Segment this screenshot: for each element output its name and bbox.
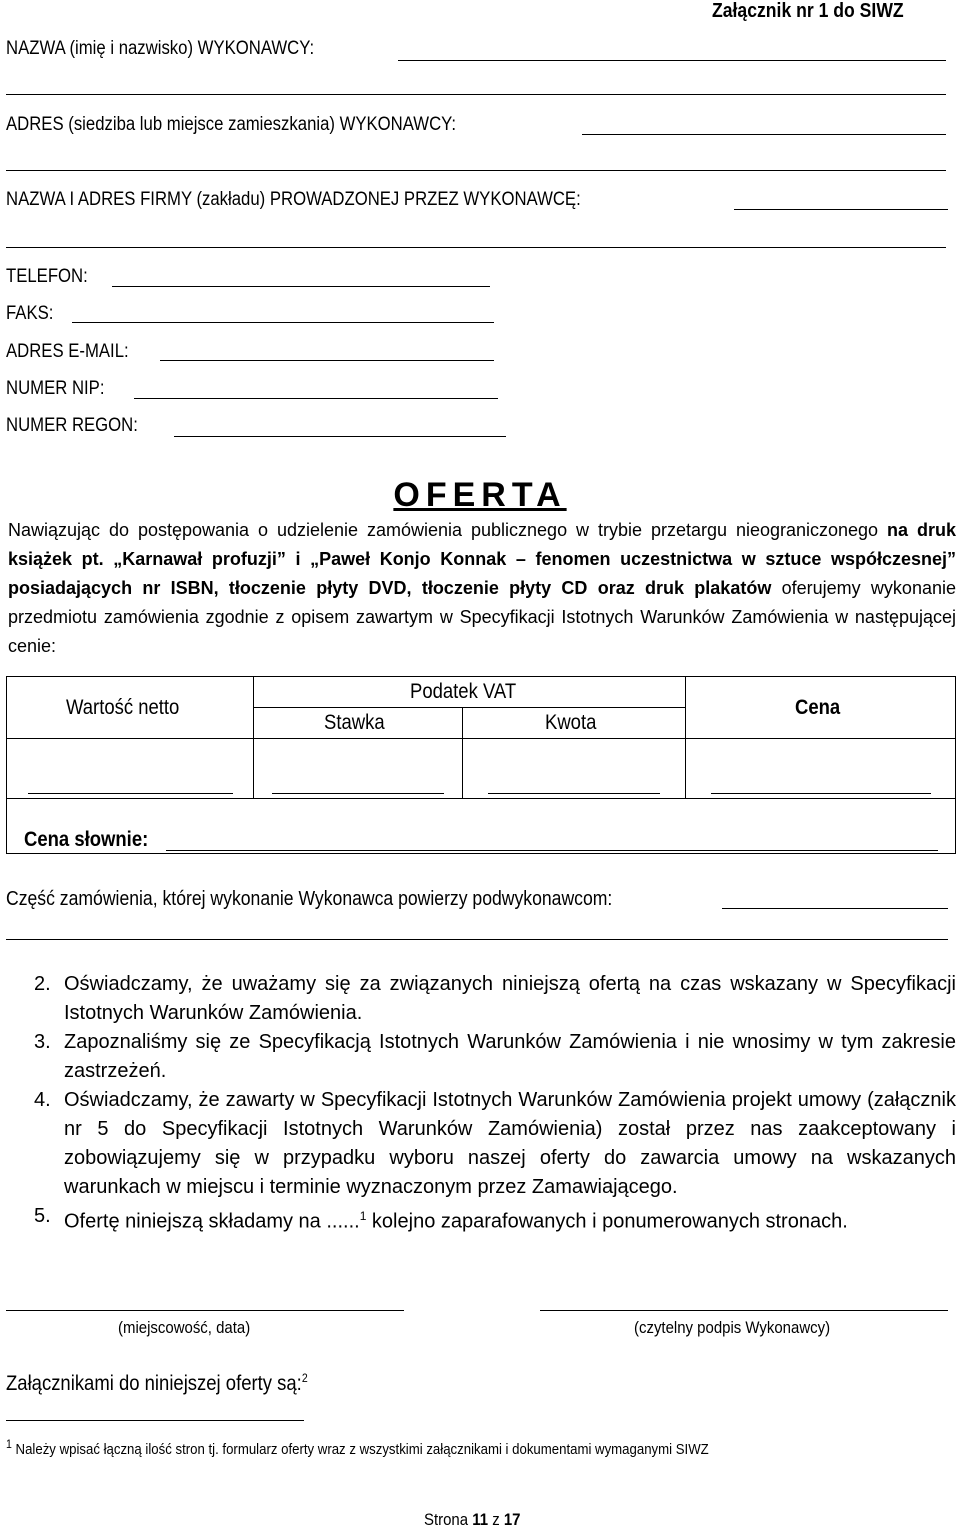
- company-label: NAZWA I ADRES FIRMY (zakładu) PROWADZONEJ PRZEZ WYKONAWCĘ:: [6, 189, 581, 210]
- rate-header: Stawka: [254, 708, 463, 739]
- email-field[interactable]: [160, 360, 494, 361]
- page-number: Strona 11 z 17: [424, 1510, 521, 1529]
- offer-subject: na druk książek pt. „Karnawał profuzji” i „Paweł Konjo Konnak – fenomen uczestnictwa w sztuce współczesnej” posiadających nr ISBN, tłoczenie płyty DVD, tłoczenie płyty CD oraz druk plakatów: [8, 520, 956, 598]
- place-date-caption: (miejscowość, data): [118, 1318, 251, 1337]
- subcontract-field[interactable]: [722, 908, 948, 909]
- declaration-item: 2. Oświadczamy, że uważamy się za związanych niniejszą ofertą na czas wskazany w Specyfikacji Istotnych Warunków Zamówienia.: [34, 973, 956, 1024]
- subcontract-field-2[interactable]: [6, 939, 948, 940]
- phone-field[interactable]: [112, 286, 490, 287]
- company-field[interactable]: [734, 209, 948, 210]
- contractor-address-field[interactable]: [582, 134, 946, 135]
- offer-intro: Nawiązując do postępowania o udzielenie zamówienia publicznego w trybie przetargu nieograniczonego na druk książek pt. „Karnawał profuzji” i „Paweł Konjo Konnak – fenomen uczestnictwa w sztuce współczesnej” posiadających nr ISBN, tłoczenie płyty DVD, tłoczenie płyty CD oraz druk plakatów oferujemy wykonanie przedmiotu zamówienia zgodnie z opisem zawartym w Specyfikacji Istotnych Warunków Zamówienia w następującej cenie:: [8, 520, 956, 656]
- signature-caption: (czytelny podpis Wykonawcy): [634, 1318, 831, 1337]
- price-in-words-label: Cena słownie:: [24, 828, 149, 851]
- email-label: ADRES E-MAIL:: [6, 341, 129, 362]
- vat-header: Podatek VAT: [254, 677, 686, 708]
- nip-field[interactable]: [134, 398, 498, 399]
- declaration-item: 4. Oświadczamy, że zawarty w Specyfikacji Istotnych Warunków Zamówienia projekt umowy (załącznik nr 5 do Specyfikacji Istotnych Warunków Zamówienia) został przez nas zaakceptowany i zobowiązujemy się w przypadku wyboru naszej oferty do zawarcia umowy na wskazanych warunkach w miejscu i terminie wyznaczonym przez Zamawiającego.: [34, 1089, 956, 1198]
- contractor-name-label: NAZWA (imię i nazwisko) WYKONAWCY:: [6, 38, 315, 59]
- declaration-item: 5. Ofertę niniejszą składamy na ......$^1$ kolejno zaparafowanych i ponumerowanych stronach.: [34, 1205, 848, 1233]
- fax-field[interactable]: [72, 322, 494, 323]
- contractor-address-field-2[interactable]: [6, 170, 946, 171]
- contractor-name-field[interactable]: [398, 60, 946, 61]
- contractor-address-label: ADRES (siedziba lub miejsce zamieszkania) WYKONAWCY:: [6, 114, 457, 135]
- annex-label: Załącznik nr 1 do SIWZ: [712, 0, 904, 22]
- price-table: [6, 676, 956, 799]
- company-field-2[interactable]: [6, 247, 946, 248]
- price-header: Cena: [686, 677, 956, 739]
- net-value-cell[interactable]: [7, 739, 254, 799]
- footnote-separator: [6, 1420, 304, 1421]
- regon-label: NUMER REGON:: [6, 415, 138, 436]
- footnote: $^1$ Należy wpisać łączną ilość stron tj. formularz oferty wraz z wszystkimi załącznikami i dokumentami wymaganymi SIWZ: [6, 1437, 709, 1458]
- price-in-words-field[interactable]: [166, 850, 938, 851]
- amount-cell[interactable]: [463, 739, 686, 799]
- attachments-label: Załącznikami do niniejszej oferty są:$^2$: [6, 1371, 308, 1395]
- net-value-header: Wartość netto: [7, 677, 254, 739]
- price-cell[interactable]: [686, 739, 956, 799]
- declaration-item: 3. Zapoznaliśmy się ze Specyfikacją Istotnych Warunków Zamówienia i nie wnosimy w tym zakresie zastrzeżeń.: [34, 1031, 956, 1082]
- offer-title: OFERTA: [393, 476, 567, 514]
- signature-field[interactable]: [540, 1310, 948, 1311]
- nip-label: NUMER NIP:: [6, 378, 105, 399]
- fax-label: FAKS:: [6, 303, 54, 324]
- contractor-name-field-2[interactable]: [6, 94, 946, 95]
- place-date-field[interactable]: [6, 1310, 404, 1311]
- phone-label: TELEFON:: [6, 266, 88, 287]
- amount-header: Kwota: [463, 708, 686, 739]
- declarations-list: [0, 970, 956, 1237]
- rate-cell[interactable]: [254, 739, 463, 799]
- regon-field[interactable]: [174, 436, 506, 437]
- subcontract-label: Część zamówienia, której wykonanie Wykonawca powierzy podwykonawcom:: [6, 888, 613, 910]
